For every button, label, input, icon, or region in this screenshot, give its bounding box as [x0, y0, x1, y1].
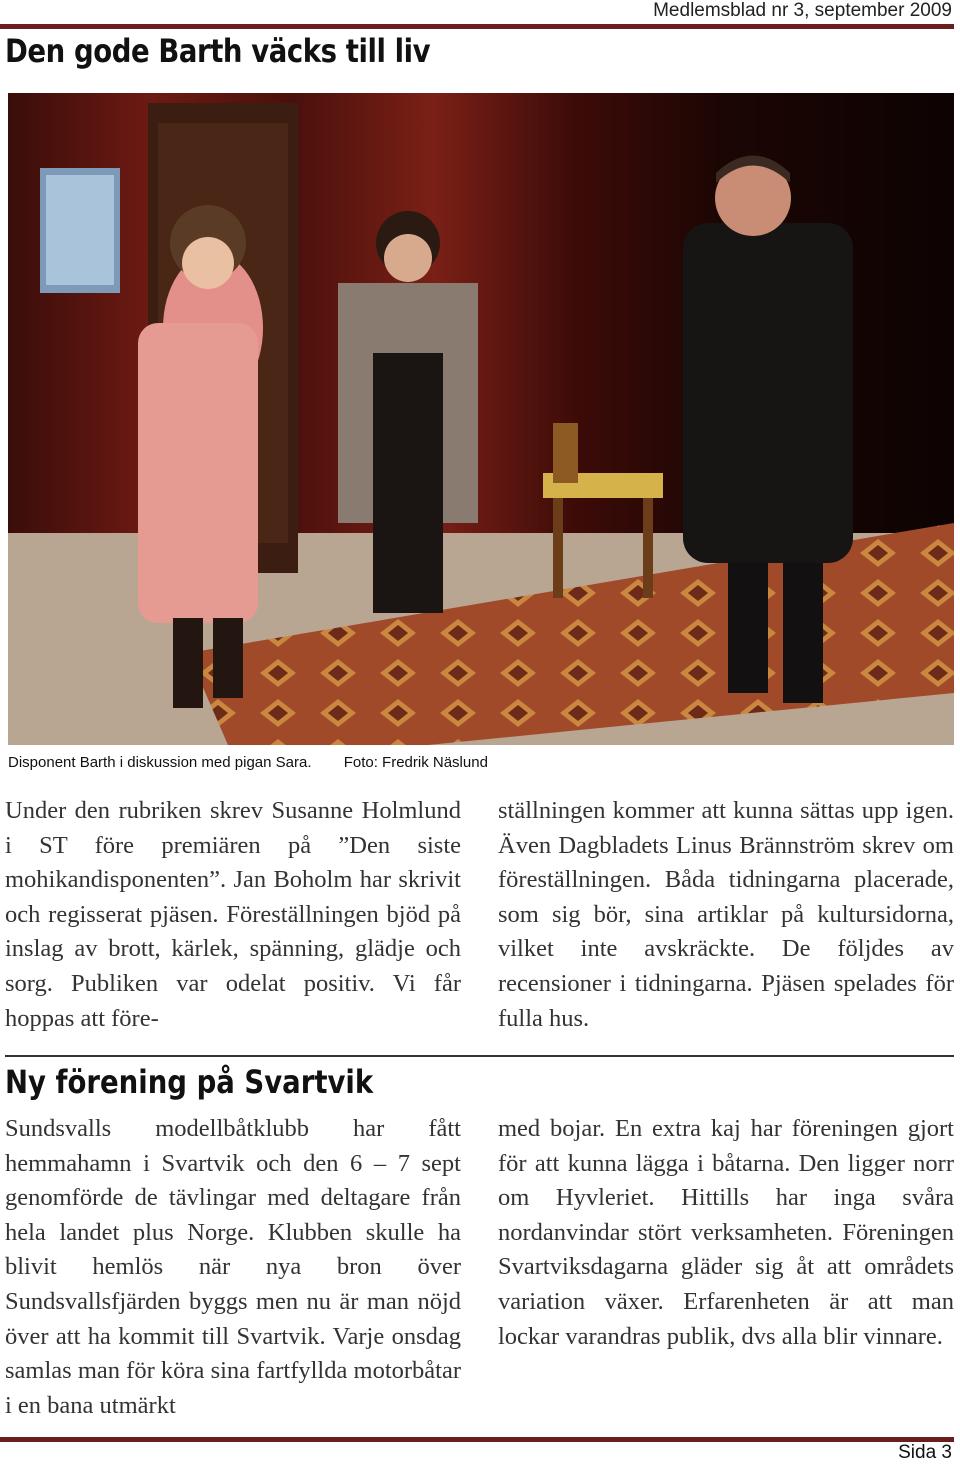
article2-paragraph-2: med bojar. En extra kaj har föreningen gjort för att kunna lägga i båtarna. Den ligger norr om Hyvleriet. Hittills har inga svåra nordanvindar stört verksamheten. Föreningen Svartviksdagarna gläder sig åt att områdets variation växer. Erfarenheten är att man lockar varandras publik, dvs alla blir vinnare. — [498, 1115, 954, 1350]
section-divider — [5, 1055, 954, 1057]
page-number: Sida 3 — [898, 1442, 952, 1463]
theatre-photo — [8, 93, 954, 745]
article2-headline: Ny förening på Svartvik — [5, 1063, 374, 1101]
footer-rule — [0, 1437, 954, 1442]
article2-column-1 — [5, 1112, 461, 1423]
article1-paragraph-2: ställningen kommer att kunna sättas upp igen. Även Dagbladets Linus Brännström skrev om föreställningen. Båda tidningarna placerade, som sig bör, sina artiklar på kultursidorna, vilket inte avskräckte. De följdes av recensioner i tidningarna. Pjäsen spelades för fulla hus. — [498, 797, 954, 1032]
article2-paragraph-1: Sundsvalls modellbåtklubb har fått hemmahamn i Svartvik och den 6 – 7 sept genomförde de tävlingar med deltagare från hela landet plus Norge. Klubben skulle ha blivit hemlös när nya bron över Sundsvallsfjärden byggs men nu är man nöjd över att ha kommit till Svartvik. Varje onsdag samlas man för köra sina fartfyllda motorbåtar i en bana utmärkt — [5, 1115, 461, 1419]
article1-column-1 — [5, 794, 461, 1036]
article1-paragraph-1: Under den rubriken skrev Susanne Holmlund i ST före premiären på ”Den siste mohikandisponenten”. Jan Boholm har skrivit och regisserat pjäsen. Föreställningen bjöd på inslag av brott, kärlek, spänning, glädje och sorg. Publiken var odelat positiv. Vi får hoppas att före- — [5, 797, 461, 1032]
issue-label: Medlemsblad nr 3, september 2009 — [653, 0, 952, 21]
photo-credit: Foto: Fredrik Näslund — [343, 754, 488, 771]
article1-column-2 — [498, 794, 954, 1036]
header-rule — [0, 24, 954, 29]
photo-caption — [8, 754, 488, 771]
article2-column-2 — [498, 1112, 954, 1354]
article-headline: Den gode Barth väcks till liv — [5, 32, 431, 70]
caption-text: Disponent Barth i diskussion med pigan Sara. — [8, 754, 312, 771]
